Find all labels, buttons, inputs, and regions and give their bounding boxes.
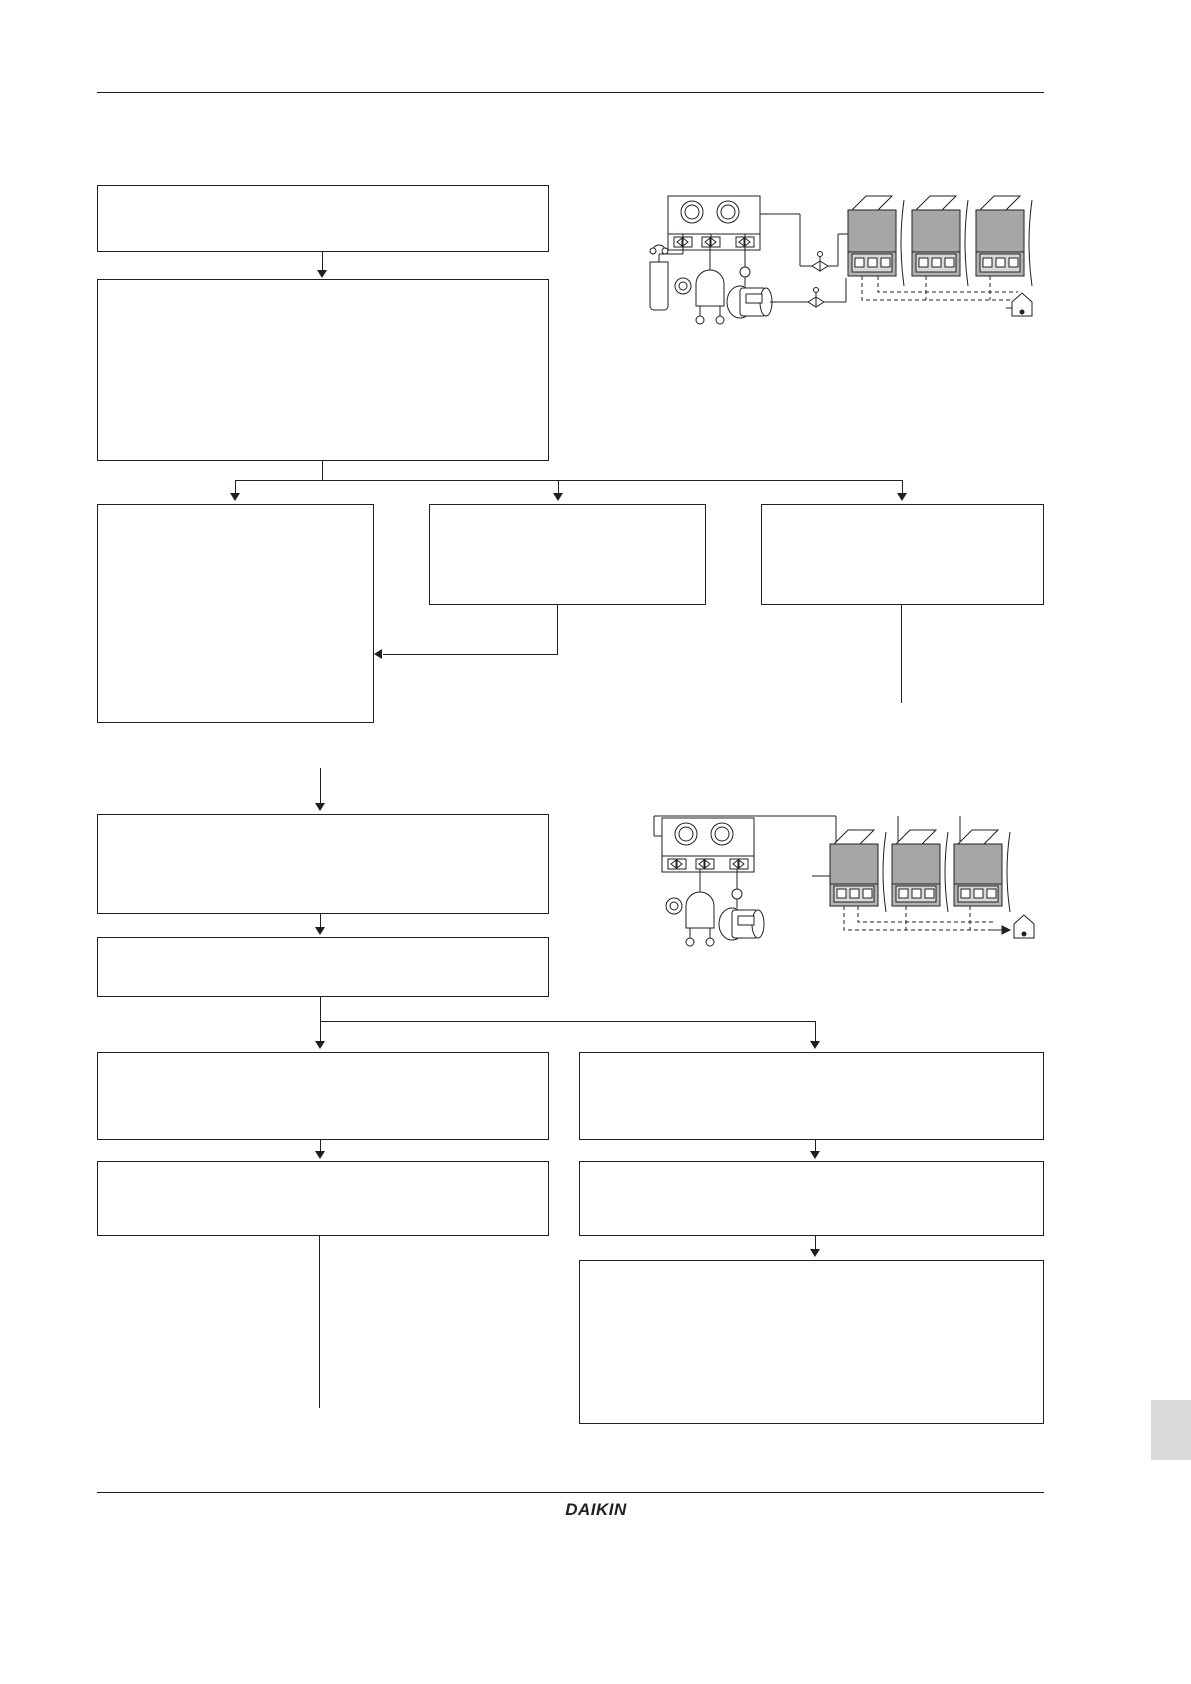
daikin-logo: DAIKIN (565, 1500, 627, 1519)
flow-box-1 (97, 185, 549, 252)
connector-4-to-3-drop (557, 605, 558, 654)
flow-box-3 (97, 504, 374, 723)
connector-2-stem (322, 461, 323, 480)
connector-7-bus (320, 1021, 815, 1022)
connector-4-to-3-arrow (374, 649, 382, 659)
connector-7-stem (320, 997, 321, 1021)
flow-box-12 (579, 1260, 1044, 1424)
footer-rule (97, 1492, 1044, 1493)
connector-2-to-5-drop (902, 480, 903, 494)
connector-1-to-2-line (322, 252, 323, 271)
flow-box-5 (761, 504, 1044, 605)
header-rule (97, 92, 1044, 93)
connector-10-to-11-arrow (810, 1151, 820, 1159)
connector-2-to-3-drop (235, 480, 236, 494)
connector-6-to-7-arrow (315, 927, 325, 935)
connector-top-to-6-line (320, 768, 321, 804)
flow-box-7 (97, 937, 549, 997)
connector-11-to-12-arrow (810, 1249, 820, 1257)
connector-1-to-2-arrow (317, 270, 327, 278)
connector-6-to-7-line (320, 914, 321, 928)
connector-2-to-3-arrow (230, 493, 240, 501)
flow-box-4 (429, 504, 706, 605)
flow-box-2 (97, 279, 549, 461)
connector-2-to-4-arrow (553, 493, 563, 501)
flow-box-6 (97, 814, 549, 914)
connector-7-to-8-drop (320, 1021, 321, 1042)
connector-8-to-9-arrow (315, 1151, 325, 1159)
connector-2-bus (235, 480, 902, 481)
vacuum-drying-diagram-bottom (640, 810, 1040, 960)
connector-2-to-5-arrow (897, 493, 907, 501)
refrigerant-charge-diagram-top (640, 190, 1040, 340)
connector-4-to-3-run (383, 654, 558, 655)
connector-9-down (319, 1236, 320, 1408)
page-edge-tab (1151, 1400, 1191, 1460)
connector-2-to-4-drop (558, 480, 559, 494)
connector-5-down (901, 605, 902, 703)
flow-box-10 (579, 1052, 1044, 1140)
flow-box-9 (97, 1161, 549, 1236)
connector-7-to-10-drop (815, 1021, 816, 1042)
connector-top-to-6-arrow (315, 803, 325, 811)
flow-box-11 (579, 1161, 1044, 1236)
connector-11-to-12-line (815, 1236, 816, 1250)
connector-7-to-8-arrow (315, 1041, 325, 1049)
connector-7-to-10-arrow (810, 1041, 820, 1049)
flow-box-8 (97, 1052, 549, 1140)
